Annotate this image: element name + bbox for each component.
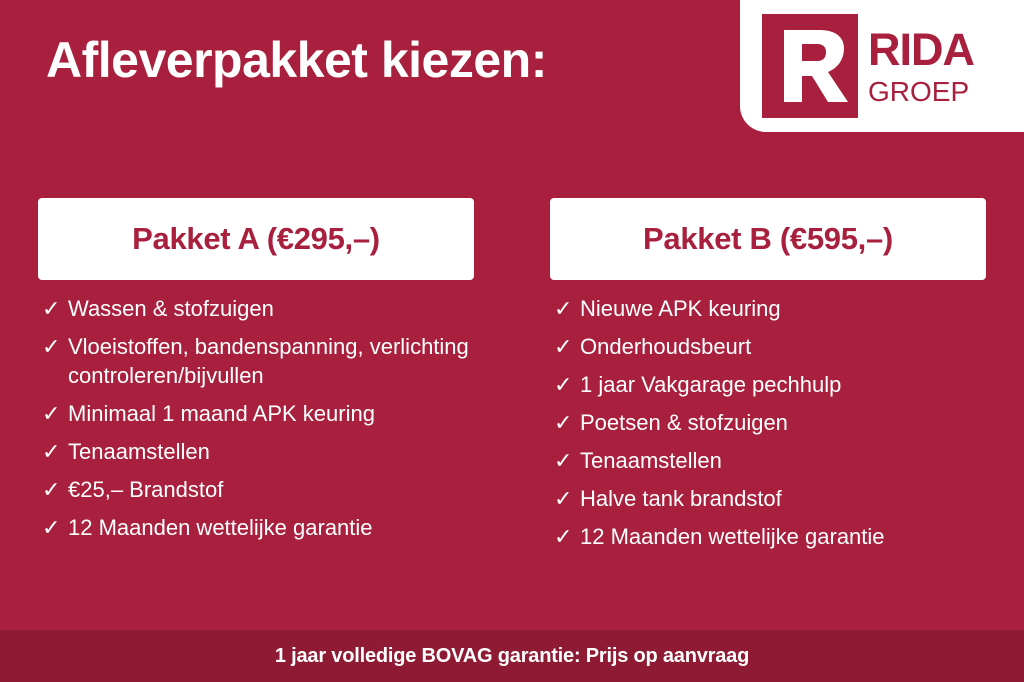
package-a-feature-list [38,294,474,542]
footer-text: 1 jaar volledige BOVAG garantie: Prijs op aanvraag [274,644,750,667]
package-b-feature-list [550,294,986,551]
feature-text: 1 jaar Vakgarage pechhulp [580,372,842,398]
check-icon: ✓ [554,448,573,474]
package-a [0,198,512,560]
check-icon: ✓ [554,410,573,436]
list-item [554,446,986,475]
list-item [42,437,474,466]
package-b-header [550,198,986,280]
logo-wordmark [868,23,974,107]
feature-text: Poetsen & stofzuigen [580,410,788,436]
check-icon: ✓ [42,401,61,427]
rida-r-monogram-icon [762,14,858,118]
list-item [42,399,474,428]
check-icon: ✓ [554,486,573,512]
check-icon: ✓ [42,515,61,541]
check-icon: ✓ [554,296,573,321]
list-item [42,294,474,323]
check-icon: ✓ [42,334,61,360]
rida-groep-logo [740,0,1024,132]
package-a-header [38,198,474,280]
package-b [512,198,1024,560]
feature-text: Minimaal 1 maand APK keuring [68,401,375,427]
list-item [42,475,474,504]
check-icon: ✓ [42,439,61,465]
feature-text: Vloeistoffen, bandenspanning, verlichting controleren/bijvullen [68,334,469,389]
check-icon: ✓ [42,296,61,321]
check-icon: ✓ [554,372,573,398]
list-item [554,332,986,361]
list-item [42,332,474,390]
package-b-title: Pakket B (€595,–) [643,221,893,256]
feature-text: Tenaamstellen [68,439,210,465]
footer-banner [0,630,1024,682]
list-item [554,484,986,513]
packages-container [0,198,1024,560]
logo-subname: GROEP [868,75,970,107]
check-icon: ✓ [554,334,573,360]
list-item [554,408,986,437]
feature-text: Tenaamstellen [580,448,722,474]
list-item [554,522,986,551]
list-item [554,294,986,323]
list-item [42,513,474,542]
logo-name: RIDA [868,23,974,75]
feature-text: 12 Maanden wettelijke garantie [68,515,373,541]
feature-text: Halve tank brandstof [580,486,782,512]
check-icon: ✓ [42,477,61,503]
page-title: Afleverpakket kiezen: [46,32,547,88]
feature-text: €25,– Brandstof [68,477,224,503]
feature-text: Wassen & stofzuigen [68,296,274,321]
feature-text: Nieuwe APK keuring [580,296,781,321]
feature-text: Onderhoudsbeurt [580,334,752,360]
package-a-title: Pakket A (€295,–) [132,221,380,256]
list-item [554,370,986,399]
check-icon: ✓ [554,524,573,550]
feature-text: 12 Maanden wettelijke garantie [580,524,885,550]
